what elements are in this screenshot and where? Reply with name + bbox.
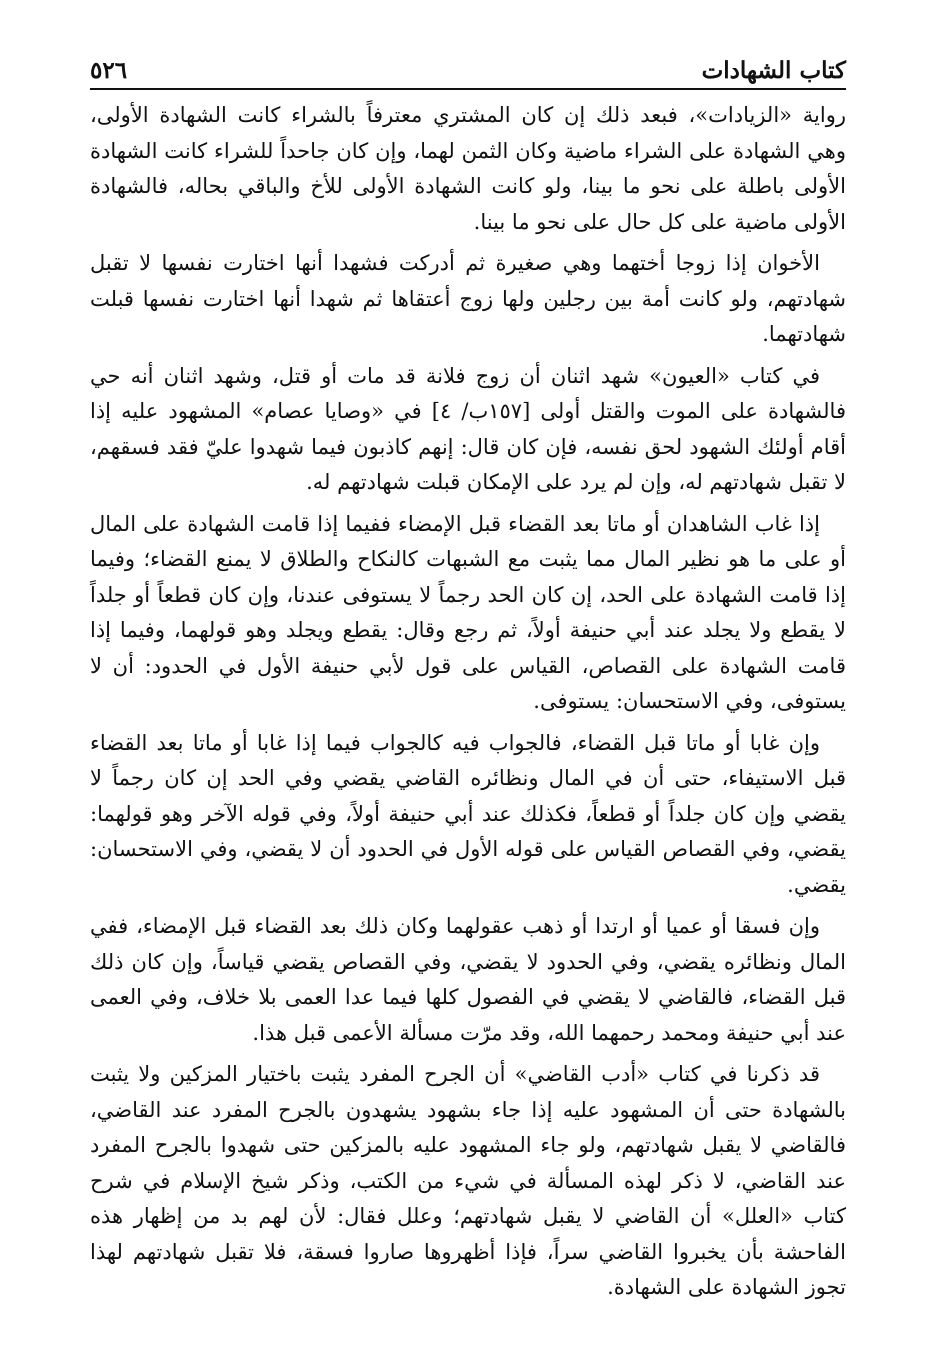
paragraph: قد ذكرنا في كتاب «أدب القاضي» أن الجرح المفرد يثبت باختيار المزكين ولا يثبت بالشهادة حتى أن المشهود عليه إذا جاء بشهود يشهدون بالجرح المفرد عند القاضي، فالقاضي لا يقبل شهادتهم، ولو جاء المشهود عليه بالمزكين حتى شهدوا بالجرح المفرد عند القاضي، لا ذكر لهذه المسألة في شيء من الكتب، وذكر شيخ الإسلام في شرح كتاب «العلل» أن القاضي لا يقبل شهادتهم؛ وعلل فقال: لأن لهم بد من إظهار هذه الفاحشة بأن يخبروا القاضي سراً، فإذا أظهروها صاروا فسقة، فلا تقبل شهادتهم لهذا تجوز الشهادة على الشهادة. [90, 1062, 846, 1299]
body-text [90, 98, 846, 1312]
paragraph: وإن غابا أو ماتا قبل القضاء، فالجواب فيه كالجواب فيما إذا غابا أو ماتا بعد القضاء قبل الاستيفاء، حتى أن في المال ونظائره القاضي يقضي وفي الحد إن كان رجماً لا يقضي وإن كان جلداً أو قطعاً، فكذلك عند أبي حنيفة أولاً، وفي قوله الآخر وهو قولهما: يقضي، وفي القصاص القياس على قوله الأول في الحدود أن لا يقضي، وفي الاستحسان: يقضي. [90, 730, 846, 897]
paragraph: الأخوان إذا زوجا أختهما وهي صغيرة ثم أدركت فشهدا أنها اختارت نفسها لا تقبل شهادتهم، ولو كانت أمة بين رجلين ولها زوج أعتقاها ثم شهدا أنها اختارت نفسها قبلت شهادتهما. [90, 251, 846, 346]
paragraph: وإن فسقا أو عميا أو ارتدا أو ذهب عقولهما وكان ذلك بعد القضاء قبل الإمضاء، ففي المال ونظائره يقضي، وفي الحدود لا يقضي، وفي القصاص يقضي قياساً، وإن كان ذلك قبل القضاء، فالقاضي لا يقضي في الفصول كلها فيما عدا العمى بلا خلاف، وفي العمى عند أبي حنيفة ومحمد رحمهما الله، وقد مرّت مسألة الأعمى قبل هذا. [90, 914, 846, 1045]
paragraph: في كتاب «العيون» شهد اثنان أن زوج فلانة قد مات أو قتل، وشهد اثنان أنه حي فالشهادة على الموت والقتل أولى [١٥٧ب/ ٤] في «وصايا عصام» المشهود عليه إذا أقام أولئك الشهود لحق نفسه، فإن كان قال: إنهم كاذبون فيما شهدوا عليّ فقد فسقهم، لا تقبل شهادتهم له، وإن لم يرد على الإمكان قبلت شهادتهم له. [90, 363, 846, 494]
paragraph: رواية «الزيادات»، فبعد ذلك إن كان المشتري معترفاً بالشراء كانت الشهادة الأولى، وهي الشهادة على الشراء ماضية وكان الثمن لهما، وإن كان جاحداً للشراء كانت الشهادة الأولى باطلة على نحو ما بينا، ولو كانت الشهادة الأولى للأخ والباقي بحاله، فالشهادة الأولى ماضية على كل حال على نحو ما بينا. [90, 103, 846, 234]
running-title: كتاب الشهادات [701, 57, 846, 84]
paragraph: إذا غاب الشاهدان أو ماتا بعد القضاء قبل الإمضاء ففيما إذا قامت الشهادة على المال أو على ما هو نظير المال مما يثبت مع الشبهات كالنكاح والطلاق لا يمنع القضاء؛ وفيما إذا قامت الشهادة على الحد، إن كان الحد رجماً لا يستوفى عندنا، وإن كان قطعاً أو جلداً لا يقطع ولا يجلد عند أبي حنيفة أولاً، ثم رجع وقال: يقطع ويجلد وهو قولهما، وفيما إذا قامت الشهادة على القصاص، القياس على قول لأبي حنيفة الأول في الحدود: أن لا يستوفى، وفي الاستحسان: يستوفى. [90, 511, 846, 713]
book-page [90, 0, 846, 1367]
header-rule [90, 88, 846, 90]
running-header [90, 44, 846, 84]
page-number: ٥٢٦ [90, 57, 128, 84]
